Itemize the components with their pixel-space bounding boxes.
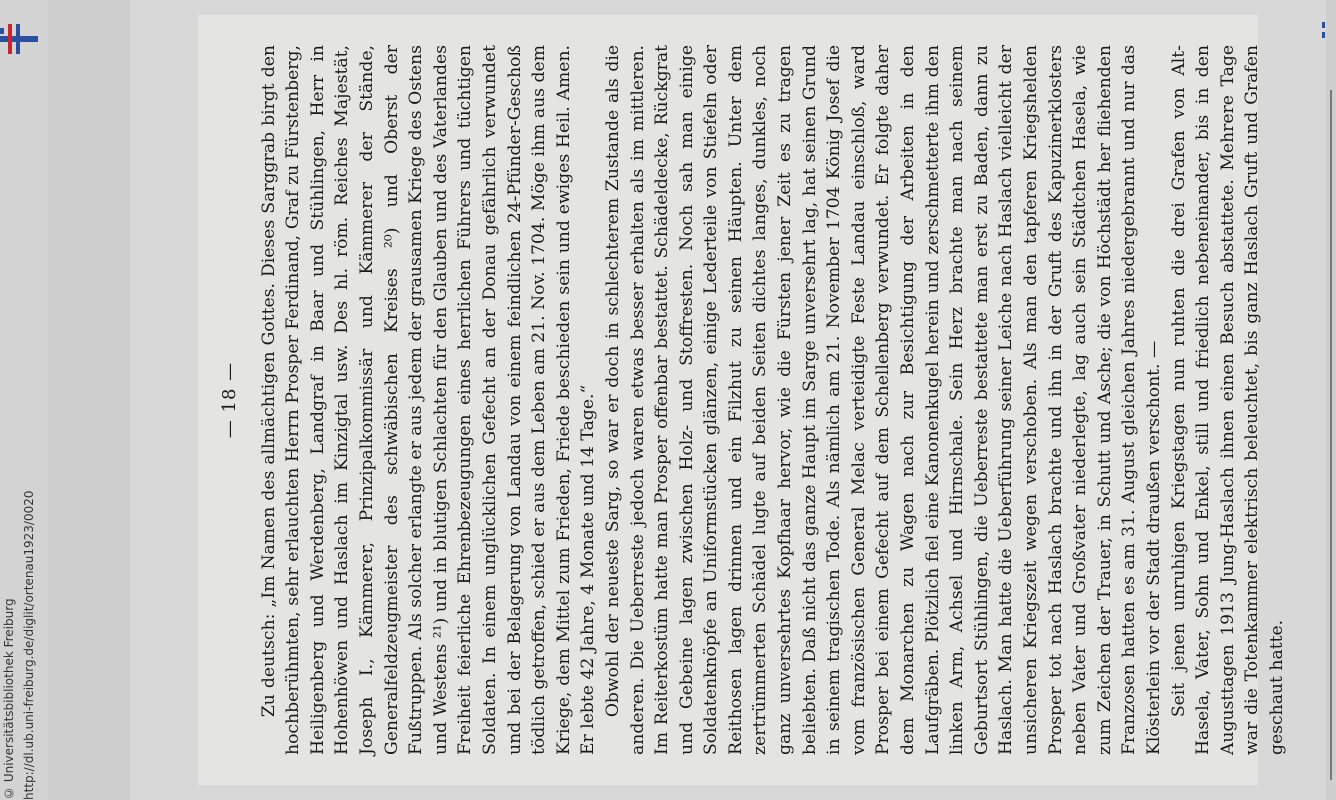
scanned-page — [198, 15, 1287, 785]
credit-strip — [0, 0, 48, 800]
copyright-notice: © Universitätsbibliothek Freiburg — [2, 598, 16, 800]
paragraph-3: Seit jenen unruhigen Kriegstagen nun ruhten die drei Grafen von Alt-Hasela, Vater, Sohn und Enkel, still und friedlich nebeneinander, bis in den Augusttagen 1913 Jung-Haslach ihnen einen Besuch abstattete. Mehrere Tage war die Totenkammer elektrisch beleuchtet, bis ganz Haslach Gruft und Grafen geschaut hatte. — [1168, 45, 1287, 755]
paragraph-1: Zu deutsch: „Im Namen des allmächtigen Gottes. Dieses Sarggrab birgt den hochberühmten, sehr erlauchten Herrn Prosper Ferdinand, Graf zu Fürstenberg, Heiligenberg und Werdenberg, Landgraf in Baar und Stühlingen, Herr in Hohenhöwen und Haslach im Kinzigtal usw. Des hl. röm. Reiches Majestät, Joseph I., Kämmerer, Prinzipalkommissär und Kämmerer der Stände, Generalfeldzeugmeister des schwäbischen Kreises ²⁰) und Oberst der Fußtruppen. Als solcher erlangte er aus jedem der grausamen Kriege des Ostens und Westens ²¹) und in blutigen Schlachten für den Glauben und des Vaterlandes Freiheit feierliche Ehrenbezeugungen eines herrlichen Führers und tüchtigen Soldaten. In einem unglücklichen Gefecht an der Donau gefährlich verwundet und bei der Belagerung von Landau von einem feindlichen 24-Pfünder-Geschoß tödlich getroffen, schied er aus dem Leben am 21. Nov. 1704. Möge ihm aus dem Kriege, dem Mittel zum Frieden, Friede beschieden sein und ewiges Heil. Amen. Er lebte 42 Jahre, 4 Monate und 14 Tage.“ — [258, 45, 599, 755]
paragraph-2: Obwohl der neueste Sarg, so war er doch in schlechterem Zustande als die anderen. Die Ueberreste jedoch waren etwas besser erhalten als im mittleren. Im Reiterkostüm hatte man Prosper offenbar bestattet. Schädeldecke, Rückgrat und Gebeine lagen zwischen Holz- und Stoffresten. Noch sah man einige Soldatenknöpfe an Uniformstücken glänzen, einige Lederteile von Stiefeln oder Reithosen lagen drinnen und ein Filzhut zu seinen Häupten. Unter dem zertrümmerten Schädel lugte auf beiden Seiten dichtes langes, dunkles, noch ganz unversehrtes Kopfhaar hervor, wie die Fürsten jener Zeit es zu tragen beliebten. Daß nicht das ganze Haupt im Sarge unversehrt lag, hat seinen Grund in seinem tragischen Tode. Als nämlich am 21. November 1704 König Josef die vom französischen General Melac verteidigte Feste Landau einschloß, ward Prosper bei einem Gefecht auf dem Schellenberg verwundet. Er folgte daher dem Monarchen zu Wagen nach zur Besichtigung der Arbeiten in den Laufgräben. Plötzlich fiel eine Kanonenkugel herein und zerschmetterte ihm den linken Arm, Achsel und Hirnschale. Sein Herz brachte man nach seinem Geburtsort Stühlingen, die Ueberreste bestattete man erst zu Baden, dann zu Haslach. Man hatte die Ueberführung seiner Leiche nach Haslach vielleicht der unsicheren Kriegszeit wegen verschoben. Als man den tapferen Kriegshelden Prosper tot nach Haslach brachte und ihn in der Gruft des Kapuzinerklosters neben Vater und Großvater niederlegte, lag auch sein Städtchen Hasela, wie zum Zeichen der Trauer, in Schutt und Asche; die von Höchstädt her fliehenden Franzosen hatten es am 31. August gleichen Jahres niedergebrannt und nur das Klösterlein vor der Stadt draußen verschont. — — [602, 45, 1164, 755]
page-number: — 18 — — [219, 361, 240, 439]
corner-mark-icon — [1320, 20, 1330, 40]
scan-viewport — [130, 0, 1326, 800]
scan-edge-line — [1330, 90, 1332, 780]
source-url[interactable]: http://dl.ub.uni-freiburg.de/diglit/ortenau1923/0020 — [22, 490, 36, 800]
